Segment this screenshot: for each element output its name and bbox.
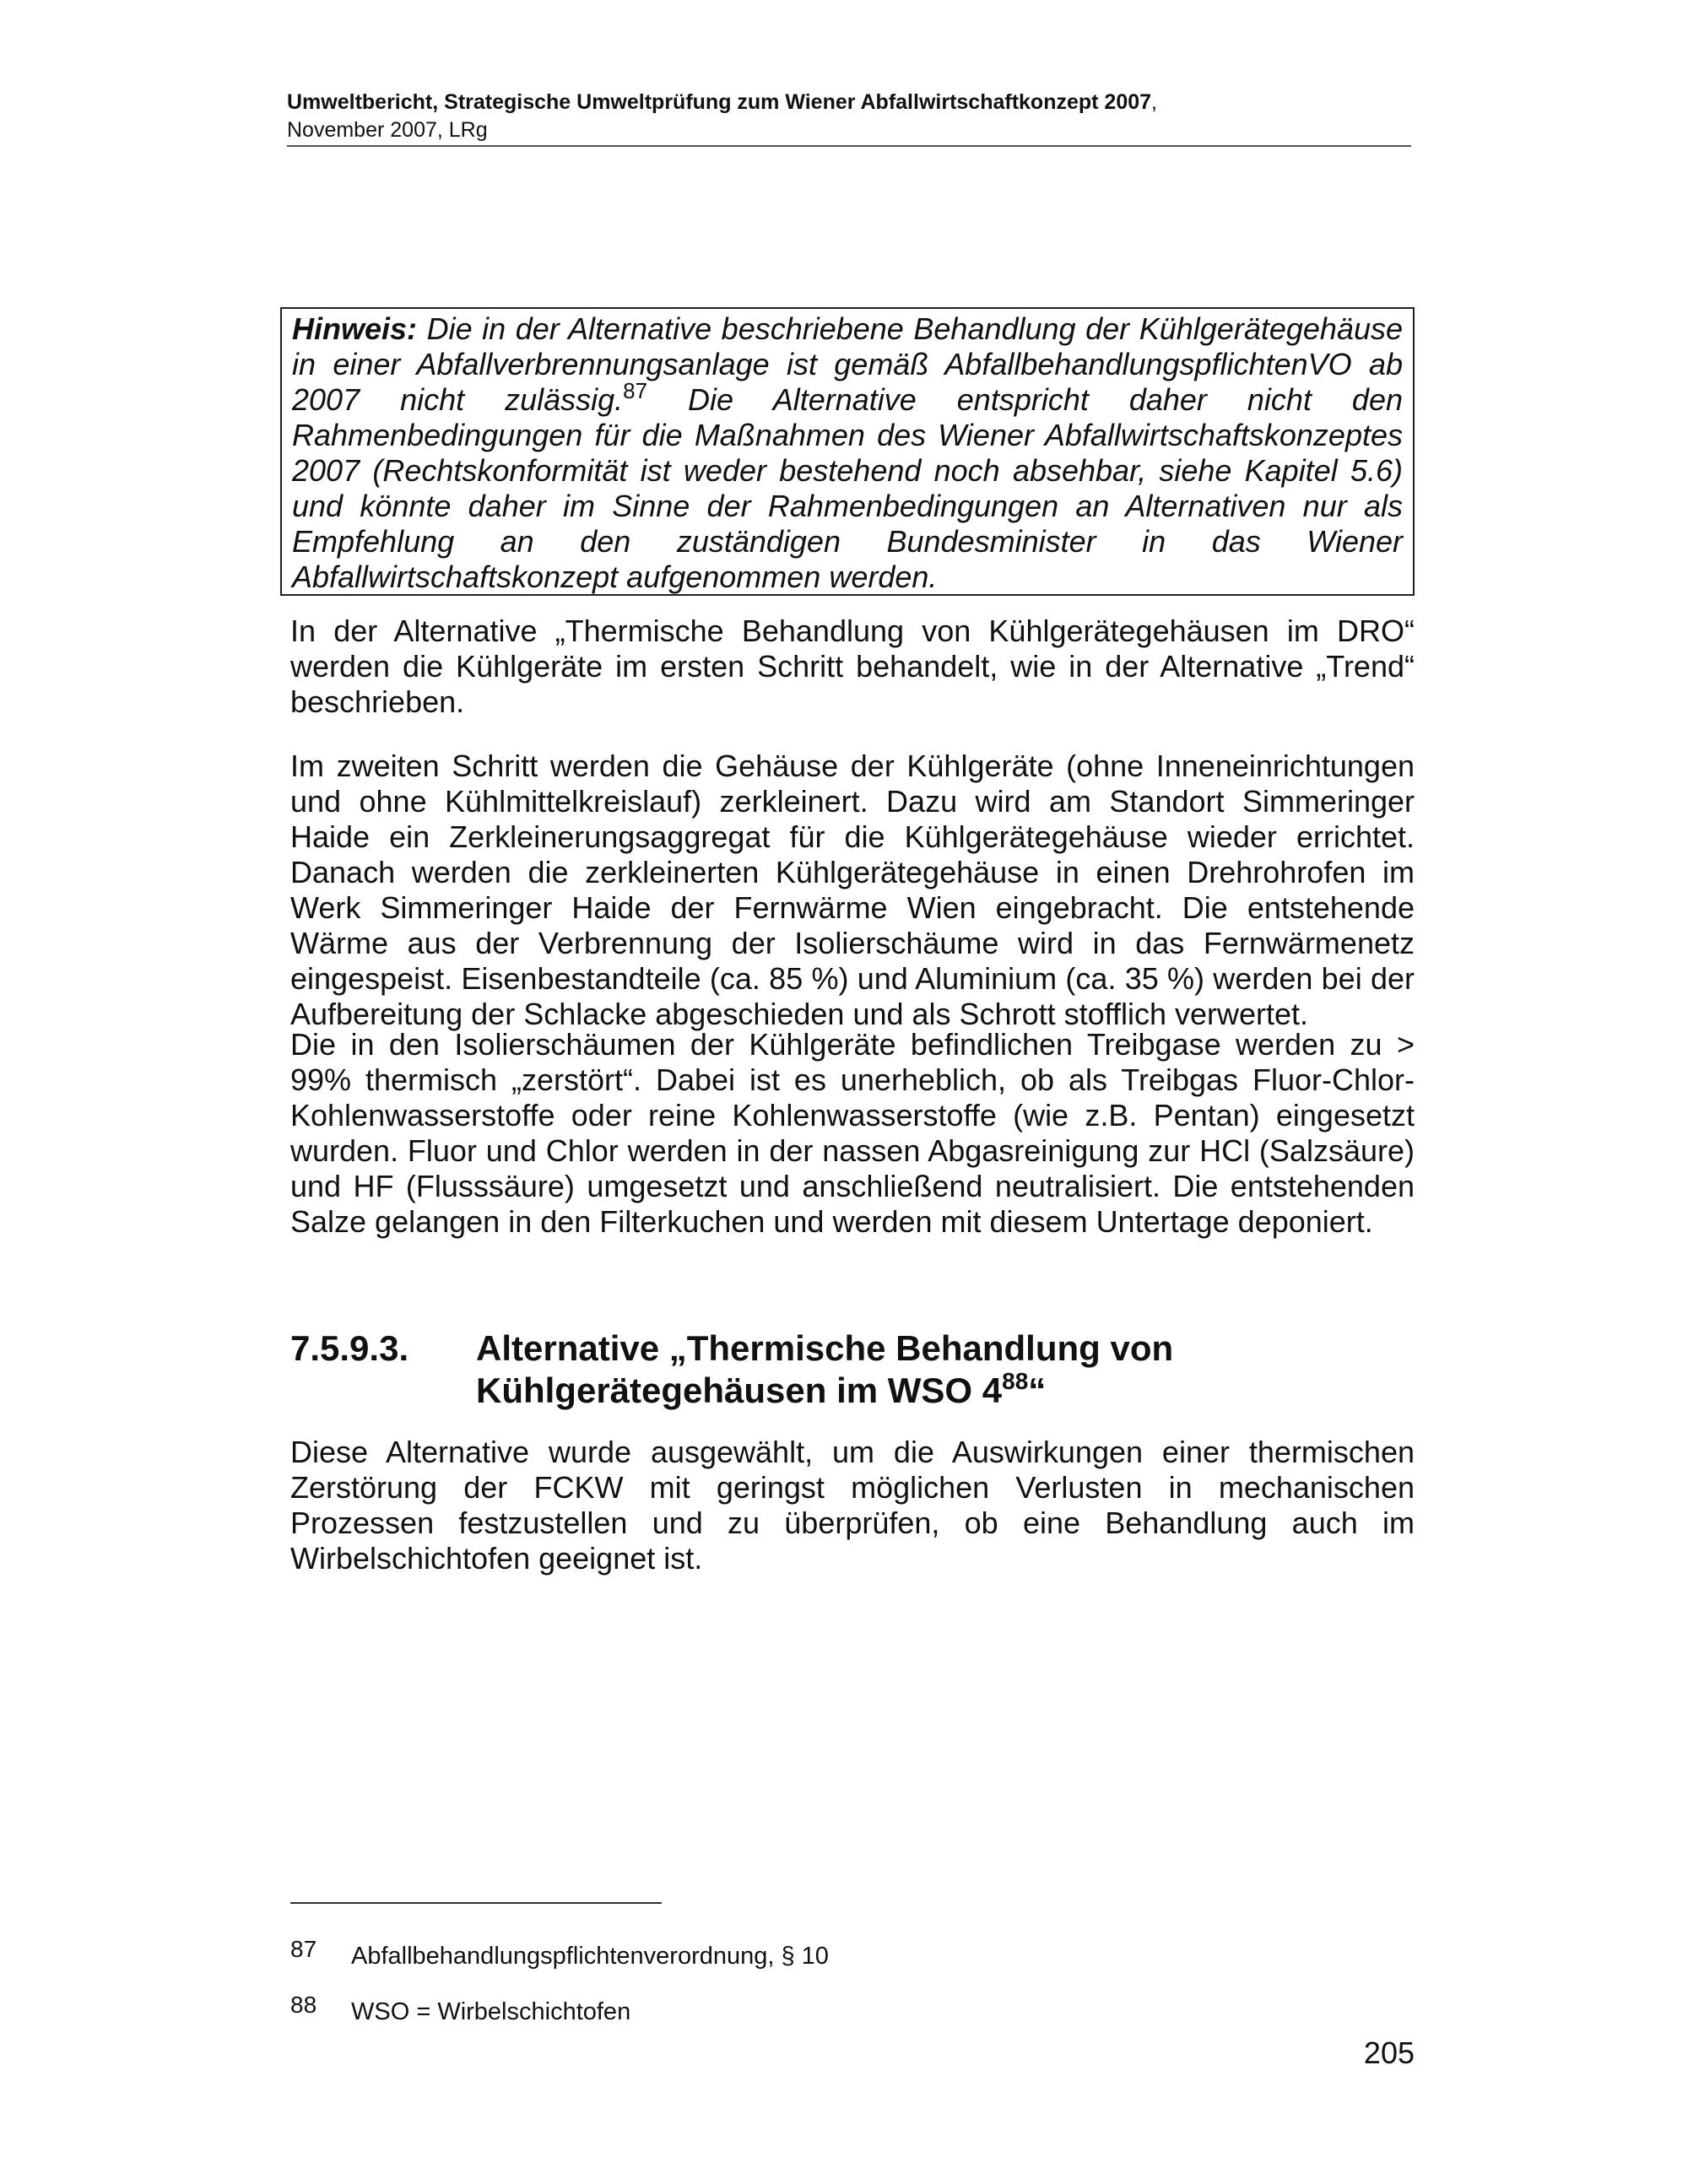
- header-title: Umweltbericht, Strategische Umweltprüfung zum Wiener Abfallwirtschaftkonzept 2007,: [287, 90, 1157, 114]
- section-title: Alternative „Thermische Behandlung von Kühlgerätegehäusen im WSO $4^{88}“$: [476, 1328, 1174, 1410]
- footnote-number: 88: [290, 1992, 317, 2018]
- footnote-ref-87[interactable]: 87: [623, 378, 648, 403]
- section-number: 7.5.9.3.: [290, 1328, 409, 1368]
- paragraph-3: Die in den Isolierschäumen der Kühlgeräte befindlichen Treibgase werden zu > 99% thermisch „zerstört“. Dabei ist es unerheblich, ob als Treibgas Fluor-Chlor-Kohlenwasserstoffe oder reine Kohlenwasserstoffe (wie z.B. Pentan) eingesetzt wurden. Fluor und Chlor werden in der nassen Abgasreinigung zur HCl (Salzsäure) und HF (Flusssäure) umgesetzt und anschließend neutralisiert. Die entstehenden Salze gelangen in den Filterkuchen und werden mit diesem Untertage deponiert.: [290, 1027, 1415, 1239]
- footnote-text: Abfallbehandlungspflichtenverordnung, § 10: [351, 1943, 829, 1970]
- note-text: Hinweis: Die in der Alternative beschriebene Behandlung der Kühlgerätegehäuse in einer Abfallverbrennungsanlage ist gemäß AbfallbehandlungspflichtenVO ab 2007 nicht zulässig.$^{87}$ Die Alternative entspricht daher nicht den Rahmenbedingungen für die Maßnahmen des Wiener Abfallwirtschaftskonzeptes 2007 (Rechtskonformität ist weder bestehend noch absehbar, siehe Kapitel 5.6) und könnte daher im Sinne der Rahmenbedingungen an Alternativen nur als Empfehlung an den zuständigen Bundesminister in das Wiener Abfallwirtschaftskonzept aufgenommen werden.: [292, 311, 1403, 594]
- page-header: [287, 88, 1411, 147]
- paragraph-1: In der Alternative „Thermische Behandlung von Kühlgerätegehäusen im DRO“ werden die Kühlgeräte im ersten Schritt behandelt, wie in der Alternative „Trend“ beschrieben.: [290, 614, 1415, 719]
- page-number: 205: [1363, 2035, 1415, 2070]
- paragraph-2: Im zweiten Schritt werden die Gehäuse der Kühlgeräte (ohne Inneneinrichtungen und ohne Kühlmittelkreislauf) zerkleinert. Dazu wird am Standort Simmeringer Haide ein Zerkleinerungsaggregat für die Kühlgerätegehäuse wieder errichtet. Danach werden die zerkleinerten Kühlgerätegehäuse in einen Drehrohrofen im Werk Simmeringer Haide der Fernwärme Wien eingebracht. Die entstehende Wärme aus der Verbrennung der Isolierschäume wird in das Fernwärmenetz eingespeist. Eisenbestandteile (ca. 85 %) und Aluminium (ca. 35 %) werden bei der Aufbereitung der Schlacke abgeschieden und als Schrott stofflich verwertet.: [290, 749, 1415, 1031]
- footnote-ref-88[interactable]: 88: [1002, 1368, 1029, 1394]
- note-box: [280, 307, 1415, 596]
- section-paragraph: Diese Alternative wurde ausgewählt, um die Auswirkungen einer thermischen Zerstörung der FCKW mit geringst möglichen Verlusten in mechanischen Prozessen festzustellen und zu überprüfen, ob eine Behandlung auch im Wirbelschichtofen geeignet ist.: [290, 1435, 1415, 1576]
- footnote-divider: [290, 1902, 662, 1904]
- footnote-text: WSO = Wirbelschichtofen: [351, 1998, 631, 2025]
- footnote-number: 87: [290, 1936, 317, 1962]
- note-label: Hinweis:: [292, 311, 418, 346]
- header-date: November 2007, LRg: [287, 118, 488, 142]
